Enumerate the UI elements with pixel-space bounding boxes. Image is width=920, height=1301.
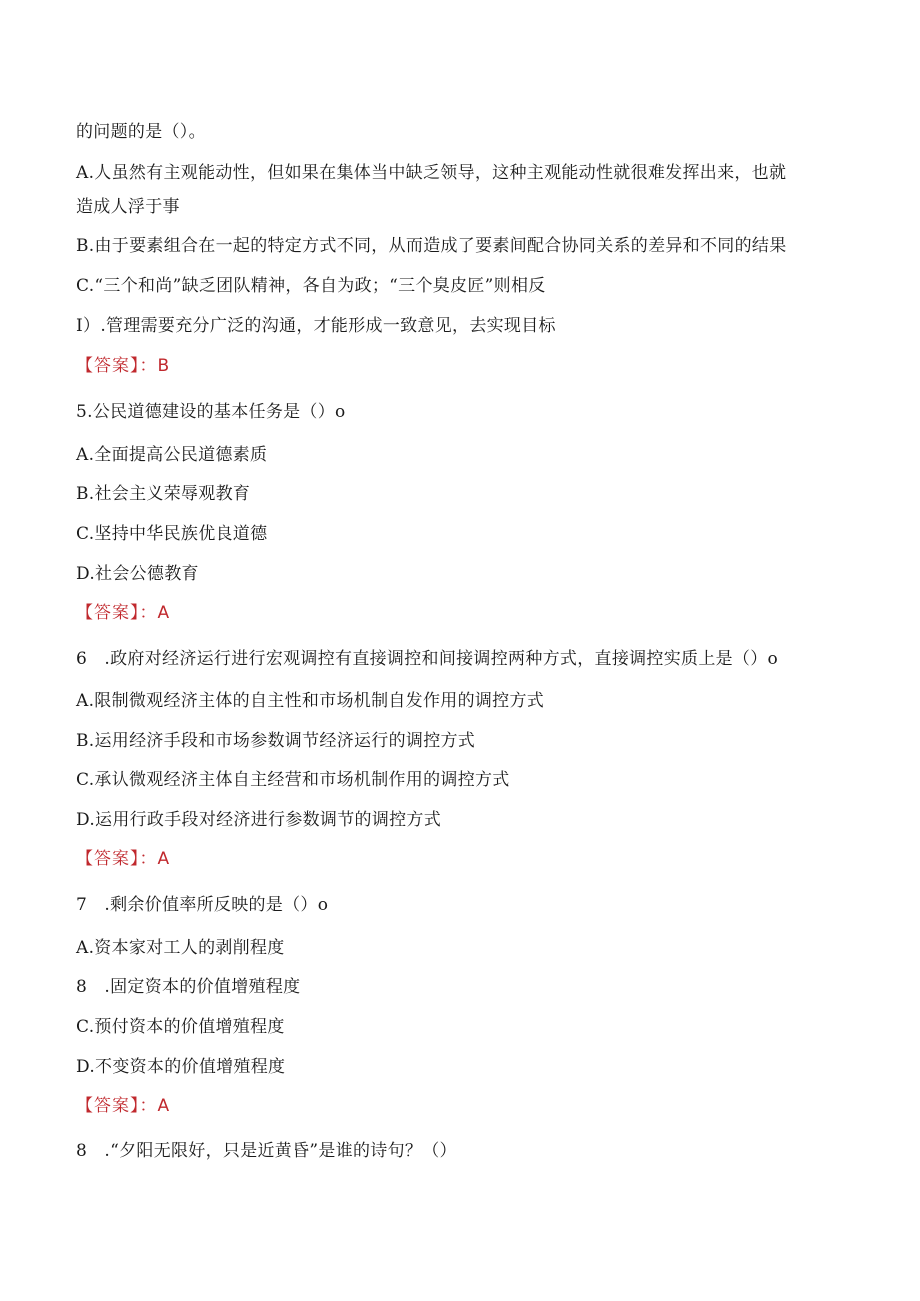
q4-stem-end: 的问题的是（）。 xyxy=(76,122,206,142)
q5-stem: 5.公民道德建设的基本任务是（）o xyxy=(76,402,346,422)
q8-stem: 8 .“夕阳无限好，只是近黄昏”是谁的诗句？（） xyxy=(76,1141,457,1161)
q4-answer xyxy=(76,355,170,377)
q6-option-c: C.承认微观经济主体自主经营和市场机制作用的调控方式 xyxy=(76,770,510,790)
q5-option-d: D.社会公德教育 xyxy=(76,564,199,584)
q4-option-a-line1: A.人虽然有主观能动性，但如果在集体当中缺乏领导，这种主观能动性就很难发挥出来，也就 xyxy=(76,163,787,183)
q4-option-c: C.“三个和尚”缺乏团队精神，各自为政；“三个臭皮匠”则相反 xyxy=(76,276,546,296)
q7-option-d: D.不变资本的价值增殖程度 xyxy=(76,1057,286,1077)
q6-answer-label: 【答案】： xyxy=(76,849,158,869)
q7-option-b: 8 .固定资本的价值增殖程度 xyxy=(76,977,301,997)
q7-option-c: C.预付资本的价值增殖程度 xyxy=(76,1017,285,1037)
q6-stem: 6 .政府对经济运行进行宏观调控有直接调控和间接调控两种方式，直接调控实质上是（）o xyxy=(76,649,779,669)
q4-option-d: I）.管理需要充分广泛的沟通，才能形成一致意见，去实现目标 xyxy=(76,316,556,336)
q5-answer xyxy=(76,602,170,624)
q6-option-b: B.运用经济手段和市场参数调节经济运行的调控方式 xyxy=(76,731,476,751)
q5-answer-label: 【答案】： xyxy=(76,603,158,623)
q7-stem: 7 .剩余价值率所反映的是（）o xyxy=(76,895,329,915)
q4-option-b: B.由于要素组合在一起的特定方式不同，从而造成了要素间配合协同关系的差异和不同的结果 xyxy=(76,236,787,256)
q5-option-c: C.坚持中华民族优良道德 xyxy=(76,524,268,544)
q4-option-a-line2: 造成人浮于事 xyxy=(76,197,180,217)
q6-answer xyxy=(76,848,170,870)
q7-answer-label: 【答案】： xyxy=(76,1096,158,1116)
q7-option-a: A.资本家对工人的剥削程度 xyxy=(76,938,285,958)
q5-option-b: B.社会主义荣辱观教育 xyxy=(76,484,251,504)
q4-answer-value: B xyxy=(157,356,171,376)
q6-option-d: D.运用行政手段对经济进行参数调节的调控方式 xyxy=(76,810,442,830)
q4-answer-label: 【答案】： xyxy=(76,356,158,376)
q7-answer xyxy=(76,1095,170,1117)
q6-option-a: A.限制微观经济主体的自主性和市场机制自发作用的调控方式 xyxy=(76,691,545,711)
q5-answer-value: A xyxy=(157,603,171,623)
q5-option-a: A.全面提高公民道德素质 xyxy=(76,445,268,465)
q7-answer-value: A xyxy=(157,1096,171,1116)
q6-answer-value: A xyxy=(157,849,171,869)
